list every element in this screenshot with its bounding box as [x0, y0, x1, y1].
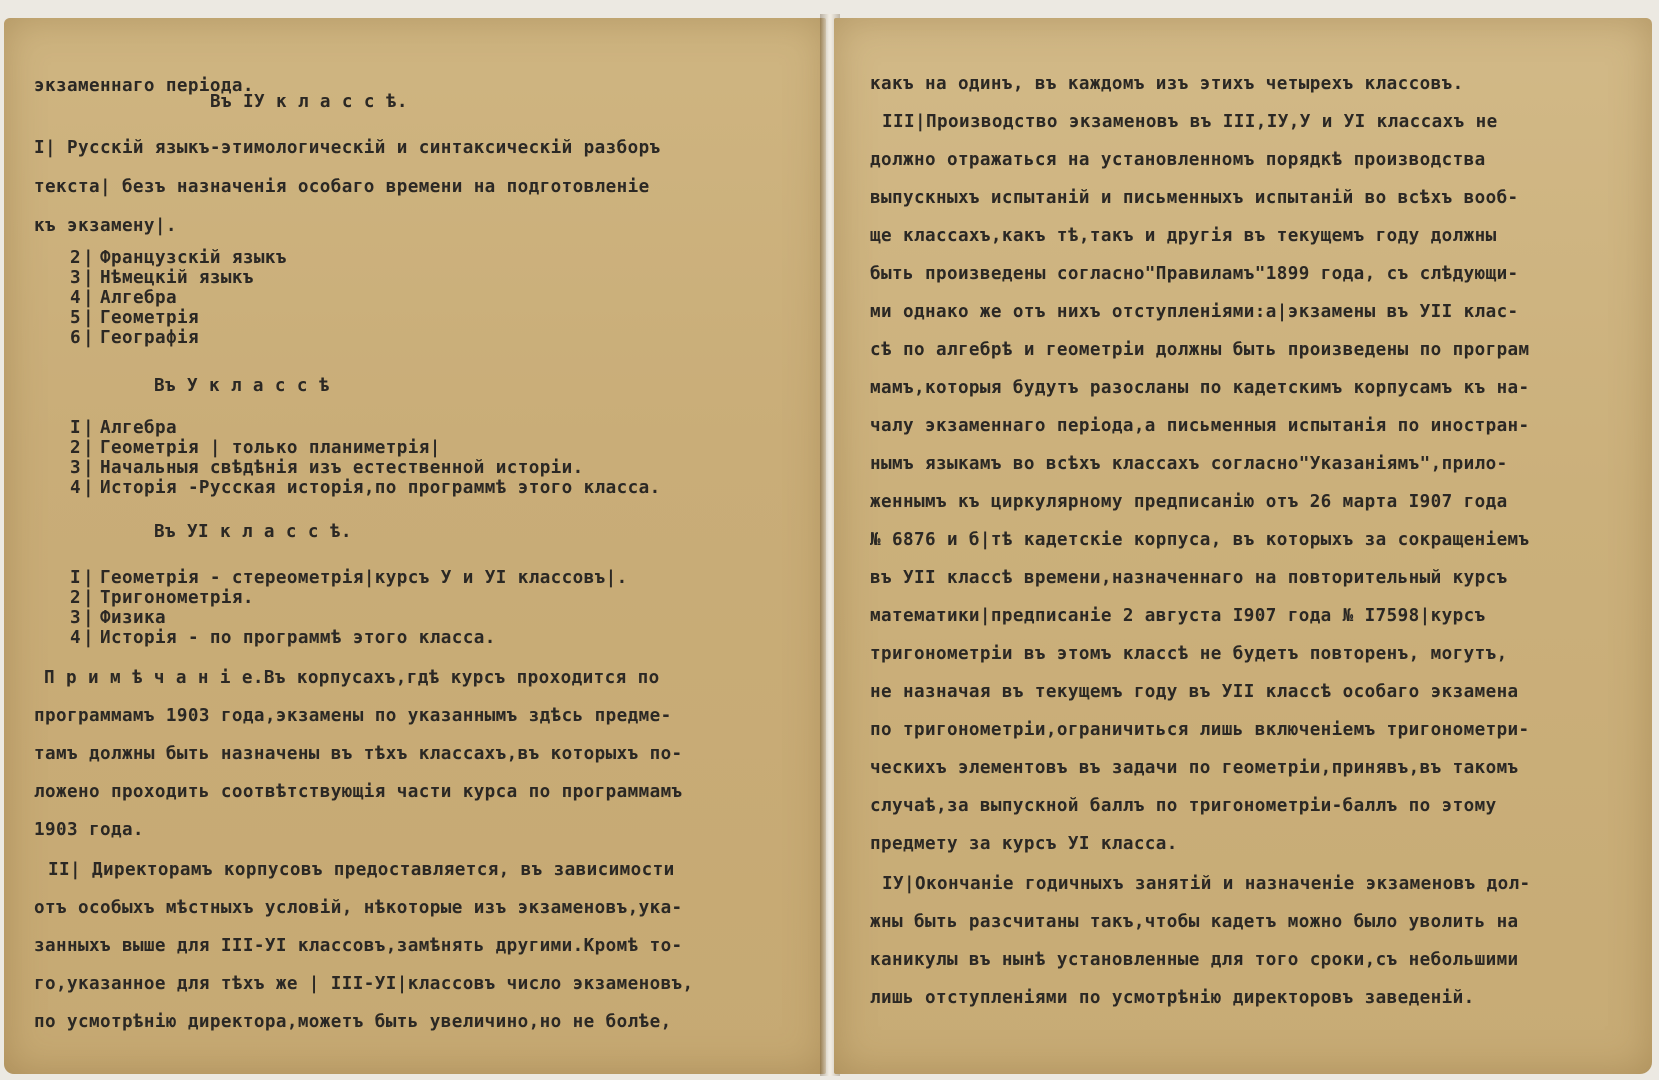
text-line: по тригонометріи,ограничиться лишь включеніемъ тригонометри- — [870, 720, 1530, 740]
list-item: 3 | Физика — [64, 608, 166, 628]
text-line: ложено проходить соотвѣтствующія части курса по программамъ — [34, 782, 683, 802]
text-line: программамъ 1903 года,экзамены по указаннымъ здѣсь предме- — [34, 706, 672, 726]
list-item: 4 | Исторія - по программѣ этого класса. — [64, 628, 496, 648]
right-page — [834, 18, 1652, 1074]
list-item: I | Алгебра — [64, 418, 177, 438]
text-line: математики|предписаніе 2 августа I907 года № I7598|курсъ — [870, 606, 1486, 626]
list-item: 2 | Французскій языкъ — [64, 248, 287, 268]
list-item: 2 | Тригонометрія. — [64, 588, 254, 608]
text-line: должно отражаться на установленномъ порядкѣ производства — [870, 150, 1486, 170]
text-line: жны быть разсчитаны такъ,чтобы кадетъ можно было уволить на — [870, 912, 1519, 932]
text-line: лишь отступленіями по усмотрѣнію директоровъ заведеній. — [870, 988, 1475, 1008]
text-line: отъ особыхъ мѣстныхъ условій, нѣкоторые изъ экзаменовъ,ука- — [34, 898, 683, 918]
text-line: выпускныхъ испытаній и письменныхъ испытаній во всѣхъ вооб- — [870, 188, 1519, 208]
text-line: тамъ должны быть назначены въ тѣхъ классахъ,въ которыхъ по- — [34, 744, 683, 764]
text-line: чалу экзаменнаго періода,а письменныя испытанія по иностран- — [870, 416, 1530, 436]
text-line: занныхъ выше для III-УI классовъ,замѣнять другими.Кромѣ то- — [34, 936, 683, 956]
section-heading: Въ У к л а с с ѣ — [154, 376, 330, 396]
text-line: быть произведены согласно"Правиламъ"1899 года, съ слѣдующи- — [870, 264, 1519, 284]
text-line: I| Русскій языкъ-этимологическій и синтаксическій разборъ — [34, 138, 661, 158]
list-item: 5 | Геометрія — [64, 308, 199, 328]
text-line: № 6876 и б|тѣ кадетскіе корпуса, въ которыхъ за сокращеніемъ — [870, 530, 1530, 550]
text-line: 1903 года. — [34, 820, 144, 840]
text-line: сѣ по алгебрѣ и геометріи должны быть произведены по програм — [870, 340, 1530, 360]
text-line: предмету за курсъ УI класса. — [870, 834, 1178, 854]
text-line: какъ на одинъ, въ каждомъ изъ этихъ четырехъ классовъ. — [870, 74, 1464, 94]
text-line: II| Директорамъ корпусовъ предоставляется, въ зависимости — [48, 860, 675, 880]
text-line: нымъ языкамъ во всѣхъ классахъ согласно"Указаніямъ",прило- — [870, 454, 1508, 474]
text-line: ще классахъ,какъ тѣ,такъ и другія въ текущемъ году должны — [870, 226, 1497, 246]
text-line: тригонометріи въ этомъ классѣ не будетъ повторенъ, могутъ, — [870, 644, 1508, 664]
list-item: 2 | Геометрія | только планиметрія| — [64, 438, 441, 458]
text-line: IУ|Окончаніе годичныхъ занятій и назначеніе экзаменовъ дол- — [882, 874, 1531, 894]
text-line: ческихъ элементовъ въ задачи по геометріи,принявъ,въ такомъ — [870, 758, 1519, 778]
text-line: ми однако же отъ нихъ отступленіями:а|экзамены въ УII клас- — [870, 302, 1519, 322]
text-line: го,указанное для тѣхъ же | III-УI|классовъ число экзаменовъ, — [34, 974, 694, 994]
text-line: экзаменнаго періода. — [34, 76, 254, 96]
text-line: не назначая въ текущемъ году въ УII классѣ особаго экзамена — [870, 682, 1519, 702]
text-line: къ экзамену|. — [34, 216, 177, 236]
list-item: 3 | Нѣмецкій языкъ — [64, 268, 254, 288]
list-item: 4 | Исторія -Русская исторія,по программѣ этого класса. — [64, 478, 661, 498]
text-line: по усмотрѣнію директора,можетъ быть увеличино,но не болѣе, — [34, 1012, 672, 1032]
section-heading: Въ IУ к л а с с ѣ. — [210, 92, 408, 112]
text-line: мамъ,которыя будутъ разосланы по кадетскимъ корпусамъ къ на- — [870, 378, 1530, 398]
list-item: 4 | Алгебра — [64, 288, 177, 308]
left-page — [4, 18, 826, 1074]
section-heading: Въ УI к л а с с ѣ. — [154, 522, 352, 542]
list-item: 3 | Начальныя свѣдѣнія изъ естественной исторіи. — [64, 458, 584, 478]
text-line: въ УII классѣ времени,назначеннаго на повторительный курсъ — [870, 568, 1508, 588]
list-item: I | Геометрія - стереометрія|курсъ У и УI классовъ|. — [64, 568, 628, 588]
text-line: каникулы въ нынѣ установленные для того сроки,съ небольшими — [870, 950, 1519, 970]
text-line: женнымъ къ циркулярному предписанію отъ 26 марта I907 года — [870, 492, 1508, 512]
list-item: 6 | Географія — [64, 328, 199, 348]
text-line: текста| безъ назначенія особаго времени на подготовленіе — [34, 177, 650, 197]
note-line: П р и м ѣ ч а н і е.Въ корпусахъ,гдѣ курсъ проходится по — [44, 668, 660, 688]
text-line: III|Производство экзаменовъ въ III,IУ,У и УI классахъ не — [882, 112, 1498, 132]
text-line: случаѣ,за выпускной баллъ по тригонометріи-баллъ по этому — [870, 796, 1497, 816]
